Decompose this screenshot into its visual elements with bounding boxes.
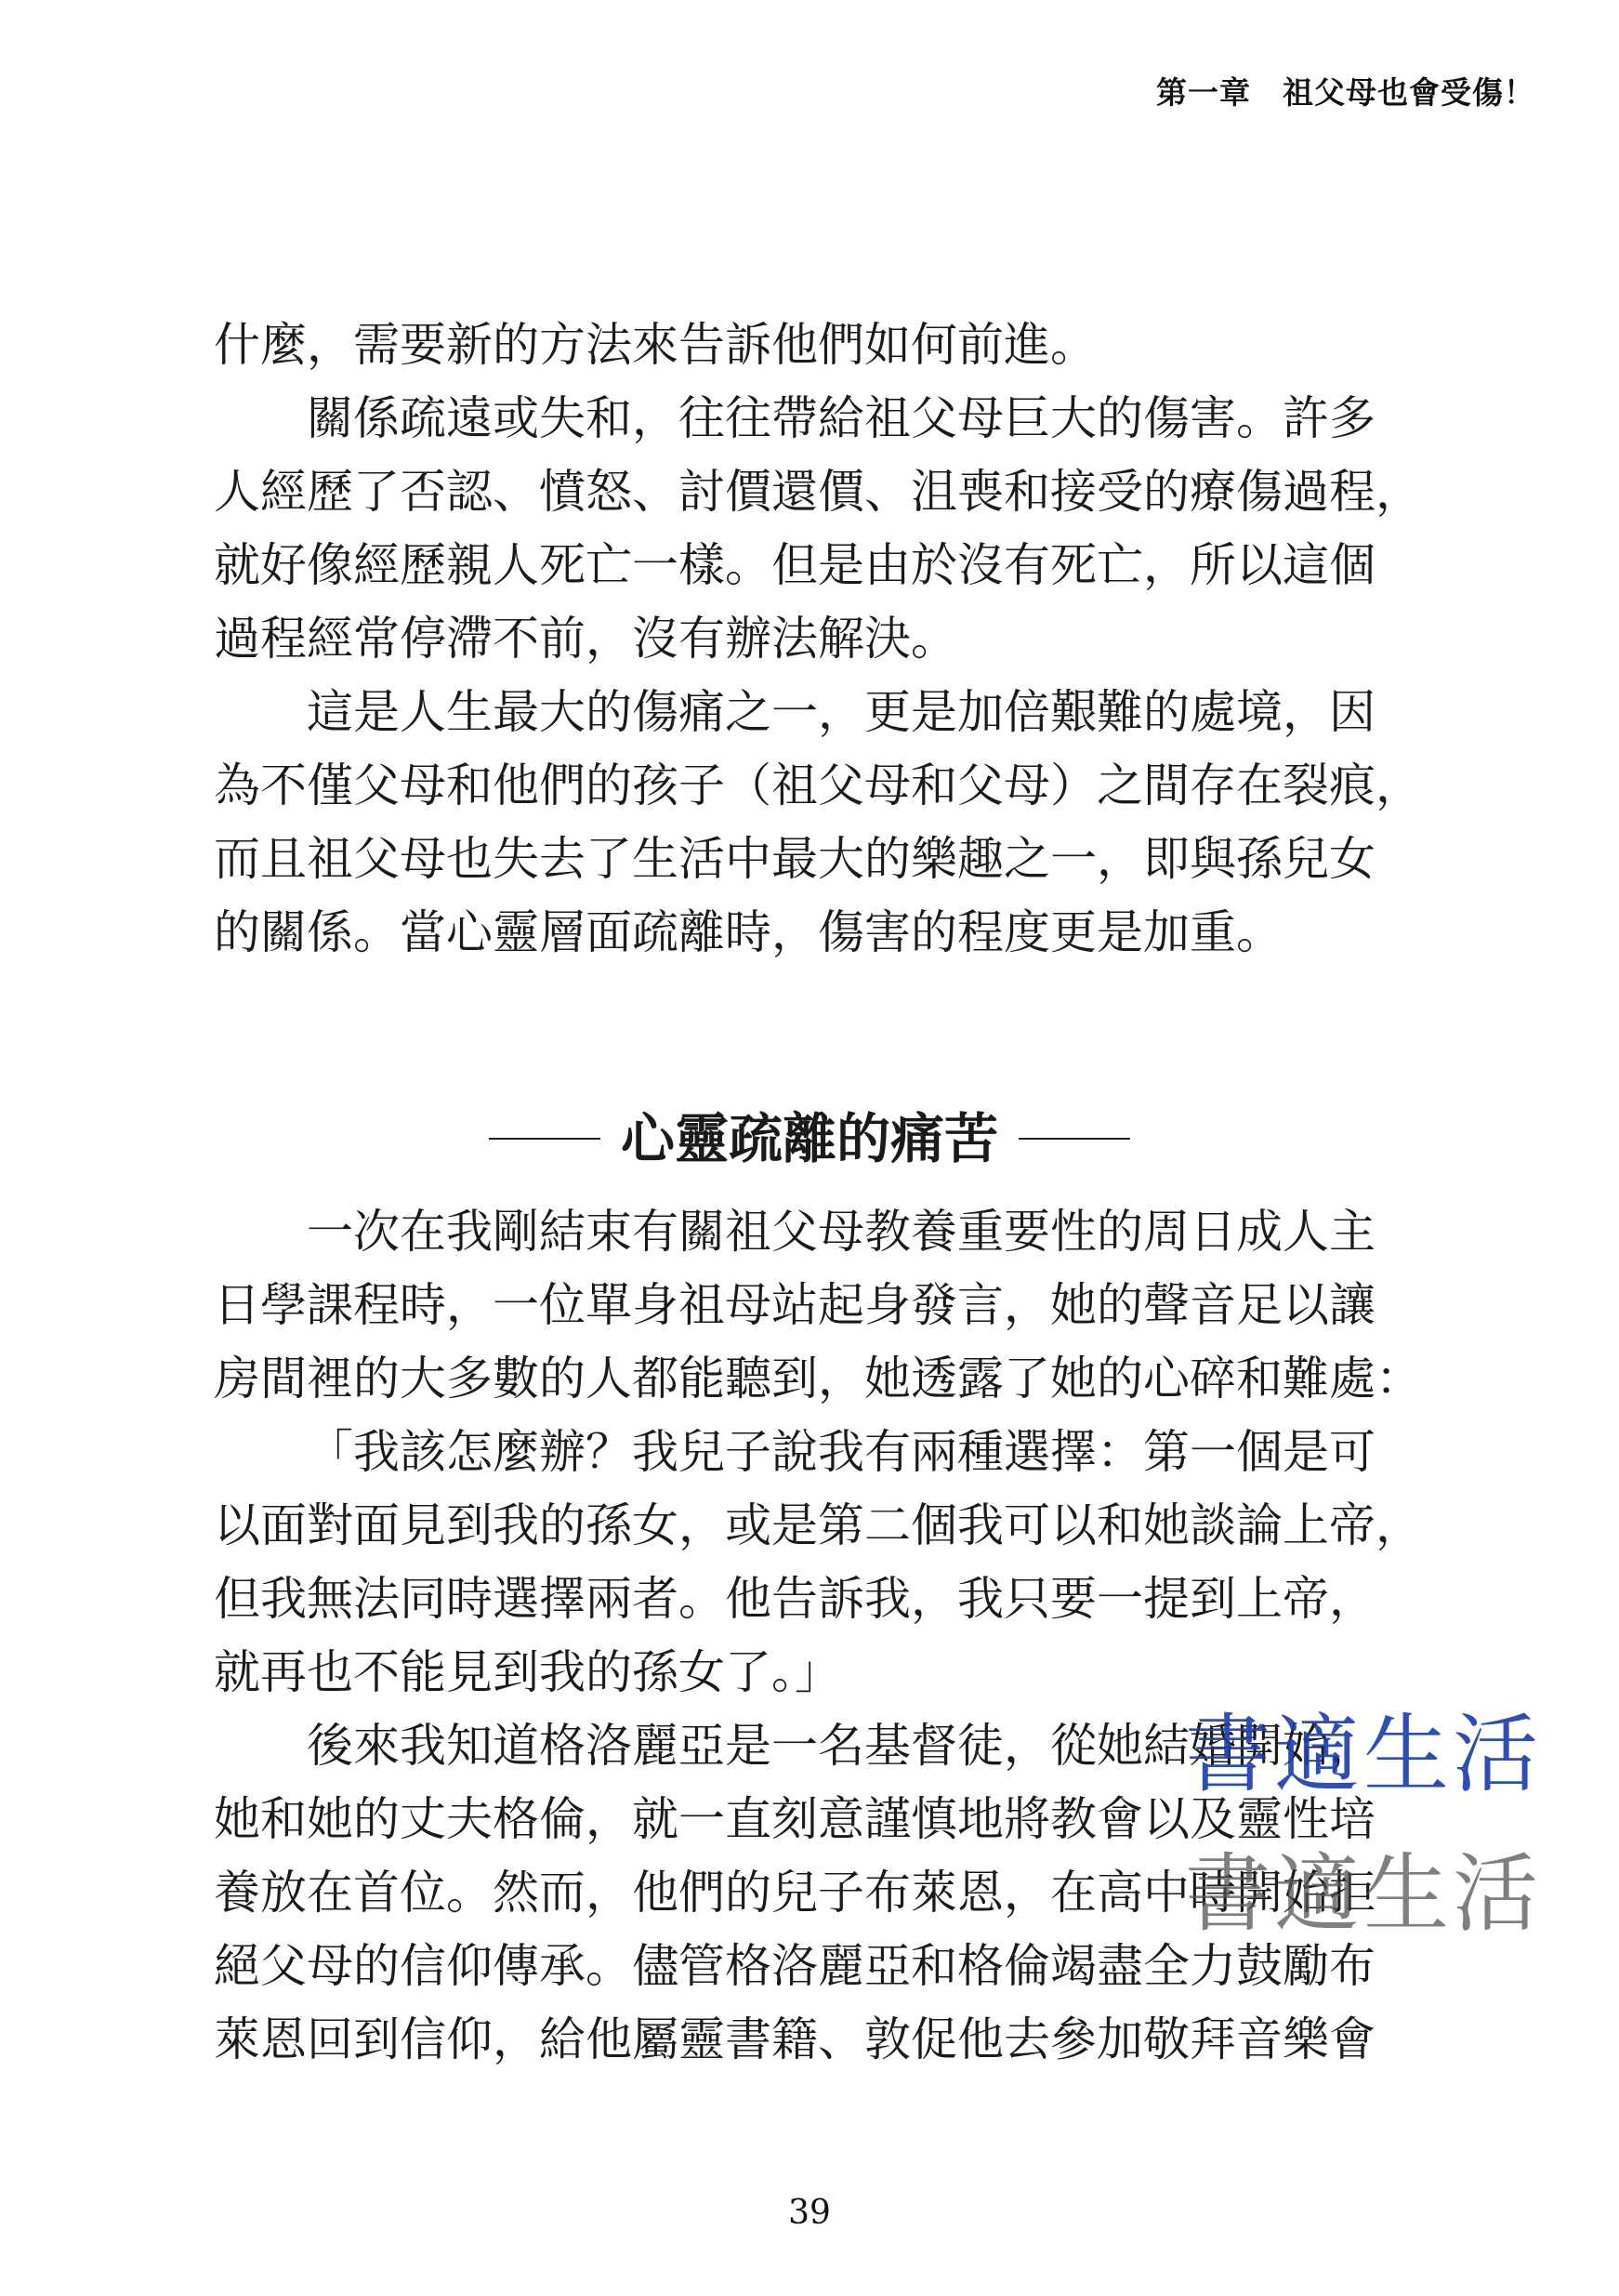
page-number: 39 <box>788 2194 831 2232</box>
text-line: 什麼，需要新的方法來告訴他們如何前進。 <box>214 318 1097 372</box>
section-heading <box>0 1102 1619 1176</box>
text-line: 就再也不能見到我的孫女了。」 <box>214 1645 841 1699</box>
text-line: 但我無法同時選擇兩者。他告訴我，我只要一提到上帝， <box>214 1572 1375 1626</box>
watermark-blue: 書適生活 <box>1185 1705 1543 1804</box>
text-line: 而且祖父母也失去了生活中最大的樂趣之一，即與孫兒女 <box>214 832 1375 886</box>
text-line: 這是人生最大的傷痛之一，更是加倍艱難的處境，因 <box>307 685 1375 739</box>
text-line: 日學課程時，一位單身祖母站起身發言，她的聲音足以讓 <box>214 1278 1375 1332</box>
text-line: 房間裡的大多數的人都能聽到，她透露了她的心碎和難處： <box>214 1352 1422 1405</box>
section-heading-title: 心靈疏離的痛苦 <box>620 1107 998 1170</box>
paragraph-block-2 <box>214 1195 1422 2077</box>
text-line: 她和她的丈夫格倫，就一直刻意謹慎地將教會以及靈性培 <box>214 1792 1375 1846</box>
text-line: 「我該怎麼辦？我兒子說我有兩種選擇：第一個是可 <box>307 1425 1375 1479</box>
watermark-gray: 書適生活 <box>1185 1844 1543 1944</box>
heading-rule-left <box>489 1138 600 1140</box>
text-line: 以面對面見到我的孫女，或是第二個我可以和她談論上帝， <box>214 1498 1422 1552</box>
text-line: 就好像經歷親人死亡一樣。但是由於沒有死亡，所以這個 <box>214 538 1375 592</box>
text-line: 養放在首位。然而，他們的兒子布萊恩，在高中時開始拒 <box>214 1866 1375 1920</box>
text-line: 人經歷了否認、憤怒、討價還價、沮喪和接受的療傷過程， <box>214 465 1422 519</box>
text-line: 為不僅父母和他們的孩子（祖父母和父母）之間存在裂痕， <box>214 759 1422 812</box>
text-line: 絕父母的信仰傳承。儘管格洛麗亞和格倫竭盡全力鼓勵布 <box>214 1939 1375 1993</box>
running-header: 第一章 祖父母也會受傷！ <box>1156 74 1535 111</box>
text-line: 萊恩回到信仰，給他屬靈書籍、敦促他去參加敬拜音樂會 <box>214 2012 1375 2066</box>
text-line: 的關係。當心靈層面疏離時，傷害的程度更是加重。 <box>214 905 1283 959</box>
text-line: 關係疏遠或失和，往往帶給祖父母巨大的傷害。許多 <box>307 391 1375 445</box>
heading-rule-right <box>1019 1138 1130 1140</box>
paragraph-block-1 <box>214 309 1422 970</box>
text-line: 過程經常停滯不前，沒有辦法解決。 <box>214 612 957 666</box>
text-line: 一次在我剛結束有關祖父母教養重要性的周日成人主 <box>307 1205 1375 1259</box>
text-line: 後來我知道格洛麗亞是一名基督徒，從她結婚開始， <box>307 1719 1375 1773</box>
